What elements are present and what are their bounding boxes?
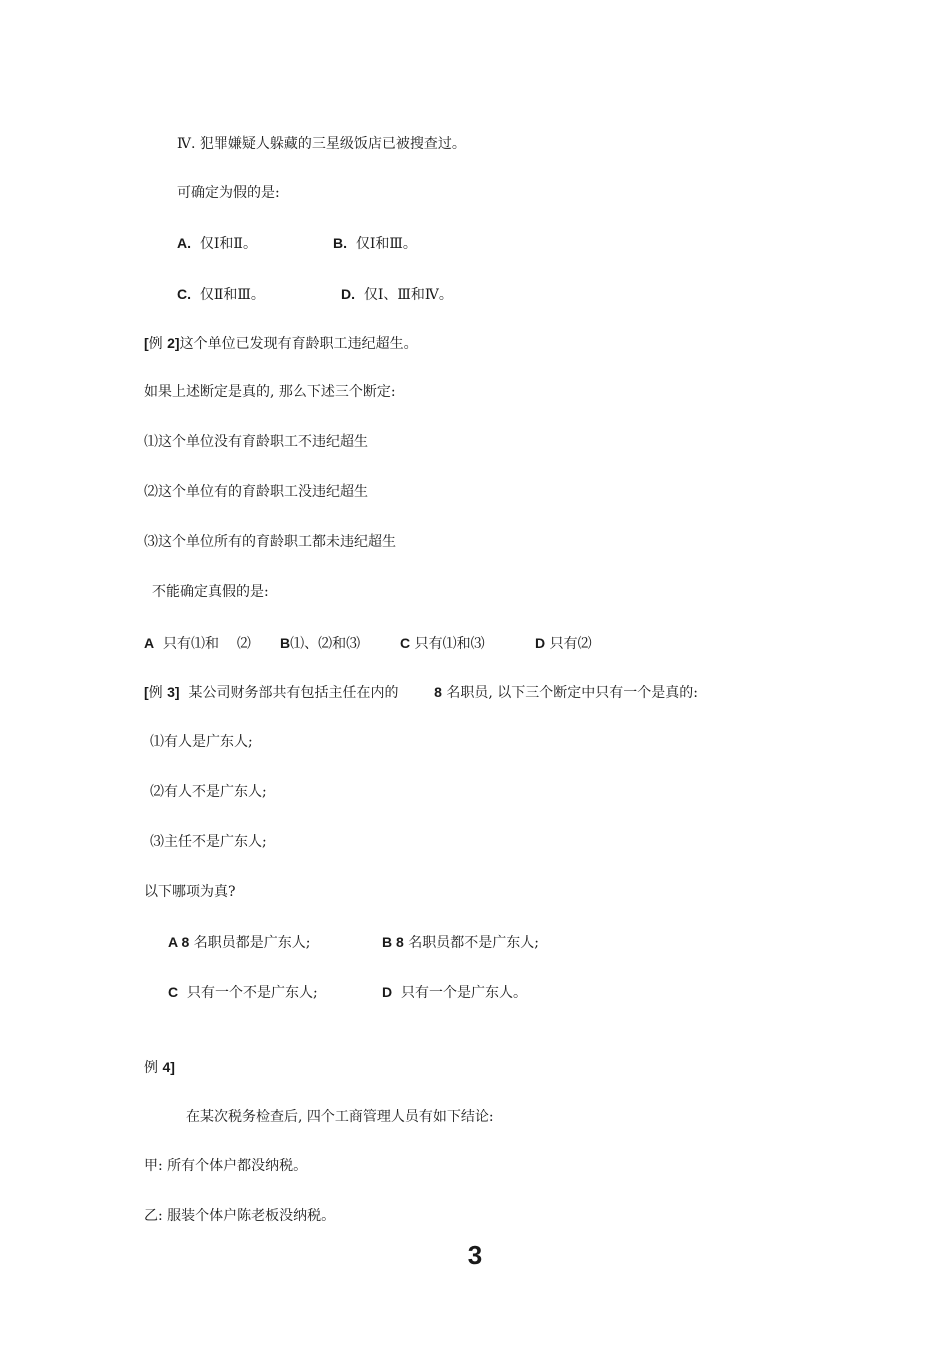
- list-item: ⑴这个单位没有育龄职工不违纪超生: [144, 434, 368, 450]
- option-text: 仅Ⅰ、Ⅲ和Ⅳ。: [363, 287, 453, 303]
- option-label: B.: [333, 235, 347, 251]
- option-a: [168, 933, 310, 952]
- option-b: [333, 234, 417, 253]
- premise: 如果上述断定是真的, 那么下述三个断定:: [144, 384, 396, 400]
- option-text: 只有一个不是广东人;: [187, 985, 318, 1001]
- example-statement: 这个单位已发现有育龄职工违纪超生。: [179, 336, 418, 352]
- list-item: ⑶这个单位所有的育龄职工都未违纪超生: [144, 534, 396, 550]
- question: 以下哪项为真?: [144, 884, 236, 900]
- option-d: [535, 634, 592, 653]
- option-a: [144, 634, 251, 653]
- option-label: C.: [177, 286, 191, 302]
- statement: 乙: 服装个体户陈老板没纳税。: [144, 1208, 336, 1224]
- staff-count: 8: [434, 684, 442, 700]
- option-b: [382, 933, 539, 952]
- option-text: 名职员都不是广东人;: [408, 935, 539, 951]
- option-c: [400, 634, 485, 653]
- option-label: D: [535, 635, 546, 651]
- example-word: 例: [148, 685, 163, 701]
- example-4-heading: [144, 1058, 175, 1077]
- question: 可确定为假的是:: [177, 185, 280, 201]
- list-item: ⑵有人不是广东人;: [150, 784, 267, 800]
- option-text: 只有一个是广东人。: [401, 985, 528, 1001]
- option-label: D: [382, 984, 393, 1000]
- option-text: 仅Ⅰ和Ⅲ。: [355, 236, 417, 252]
- item-iv: Ⅳ. 犯罪嫌疑人躲藏的三星级饭店已被搜查过。: [177, 136, 466, 152]
- option-label: C: [168, 984, 179, 1000]
- list-item: ⑶主任不是广东人;: [150, 834, 267, 850]
- list-item: ⑵这个单位有的育龄职工没违纪超生: [144, 484, 368, 500]
- example-number: 4]: [162, 1059, 175, 1075]
- option-d: [382, 983, 527, 1002]
- option-d: [341, 285, 453, 304]
- bracket: [: [144, 335, 149, 351]
- intro: 在某次税务检查后, 四个工商管理人员有如下结论:: [186, 1109, 494, 1125]
- option-label: B: [280, 635, 291, 651]
- option-label: A 8: [168, 934, 190, 950]
- question: 不能确定真假的是:: [152, 584, 269, 600]
- option-text: 只有⑴和⑶: [414, 636, 485, 652]
- option-text: 仅Ⅱ和Ⅲ。: [199, 287, 265, 303]
- option-c: [177, 285, 265, 304]
- option-a: [177, 234, 257, 253]
- example-number: 3]: [167, 684, 180, 700]
- example-word: 例: [148, 336, 163, 352]
- option-label: C: [400, 635, 411, 651]
- option-text: 名职员都是广东人;: [193, 935, 311, 951]
- example-number: 2]: [167, 335, 180, 351]
- option-label: A.: [177, 235, 191, 251]
- example-2-heading: [144, 334, 418, 353]
- option-text: 仅Ⅰ和Ⅱ。: [199, 236, 257, 252]
- option-label: B 8: [382, 934, 404, 950]
- page-number: 3: [467, 1240, 483, 1270]
- option-c: [168, 983, 318, 1002]
- option-label: A: [144, 635, 155, 651]
- option-label: D.: [341, 286, 355, 302]
- list-item: ⑴有人是广东人;: [150, 734, 253, 750]
- option-b: [280, 634, 360, 653]
- bracket: [: [144, 684, 149, 700]
- option-text: 只有⑵: [549, 636, 592, 652]
- statement: 甲: 所有个体户都没纳税。: [144, 1158, 308, 1174]
- example-statement: 名职员, 以下三个断定中只有一个是真的:: [446, 685, 698, 701]
- option-text: 只有⑴和 ⑵: [163, 636, 251, 652]
- option-text: ⑴、⑵和⑶: [290, 636, 361, 652]
- example-statement: 某公司财务部共有包括主任在内的: [188, 685, 399, 701]
- example-word: 例: [144, 1060, 158, 1076]
- example-3-heading: [144, 683, 698, 702]
